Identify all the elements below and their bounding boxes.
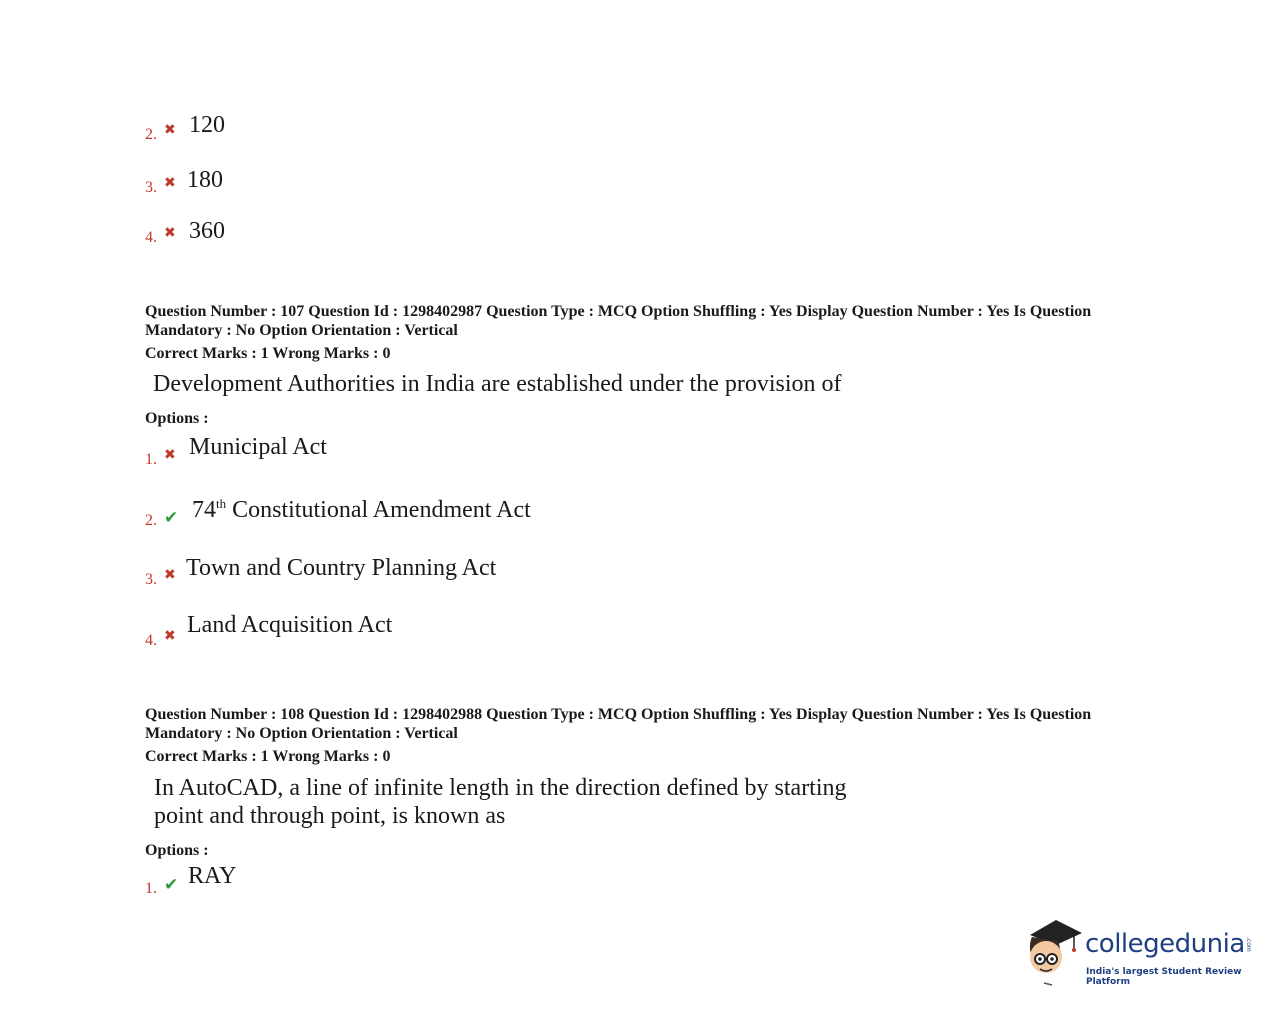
option-number: 2. [145, 512, 157, 529]
question-text-line-2: point and through point, is known as [154, 803, 506, 829]
question-marks: Correct Marks : 1 Wrong Marks : 0 [145, 748, 391, 765]
cross-icon: ✖ [164, 176, 176, 191]
option-text: 360 [189, 218, 225, 244]
option-text: Municipal Act [189, 434, 327, 460]
options-label: Options : [145, 410, 209, 427]
options-label: Options : [145, 842, 209, 859]
option-text: Land Acquisition Act [187, 612, 393, 638]
collegedunia-logo [1022, 915, 1262, 990]
cross-icon: ✖ [164, 123, 176, 138]
option-text: 120 [189, 112, 225, 138]
question-meta: Question Number : 108 Question Id : 1298402988 Question Type : MCQ Option Shuffling : Yes Display Question Number : Yes Is Question Mandatory : No Option Orientation : Vertical [145, 706, 1092, 742]
question-meta: Question Number : 107 Question Id : 1298402987 Question Type : MCQ Option Shuffling : Yes Display Question Number : Yes Is Question Mandatory : No Option Orientation : Vertical [145, 303, 1092, 339]
option-text: RAY [188, 863, 237, 889]
option-text [192, 496, 531, 524]
option-number: 4. [145, 229, 157, 246]
option-text: Town and Country Planning Act [186, 555, 497, 581]
brand-name: collegedunia [1085, 929, 1245, 959]
option-number: 3. [145, 179, 157, 196]
option-number: 1. [145, 880, 157, 897]
option-text-rest: Constitutional Amendment Act [226, 497, 531, 523]
option-ordinal-suffix: th [216, 496, 227, 511]
check-icon: ✔ [164, 508, 179, 527]
question-text-line-1: In AutoCAD, a line of infinite length in the direction defined by starting [154, 775, 847, 801]
option-text: 180 [187, 167, 223, 193]
option-ordinal: 74 [192, 497, 216, 523]
brand-suffix: .com [1245, 937, 1252, 952]
mascot-icon [1022, 915, 1084, 990]
option-number: 4. [145, 632, 157, 649]
option-number: 3. [145, 571, 157, 588]
brand-tagline: India's largest Student Review Platform [1086, 967, 1242, 987]
question-text: Development Authorities in India are established under the provision of [153, 371, 842, 397]
cross-icon: ✖ [164, 568, 176, 583]
cross-icon: ✖ [164, 448, 176, 463]
option-number: 1. [145, 451, 157, 468]
cross-icon: ✖ [164, 226, 176, 241]
question-marks: Correct Marks : 1 Wrong Marks : 0 [145, 345, 391, 362]
cross-icon: ✖ [164, 629, 176, 644]
option-number: 2. [145, 126, 157, 143]
check-icon: ✔ [164, 875, 179, 894]
